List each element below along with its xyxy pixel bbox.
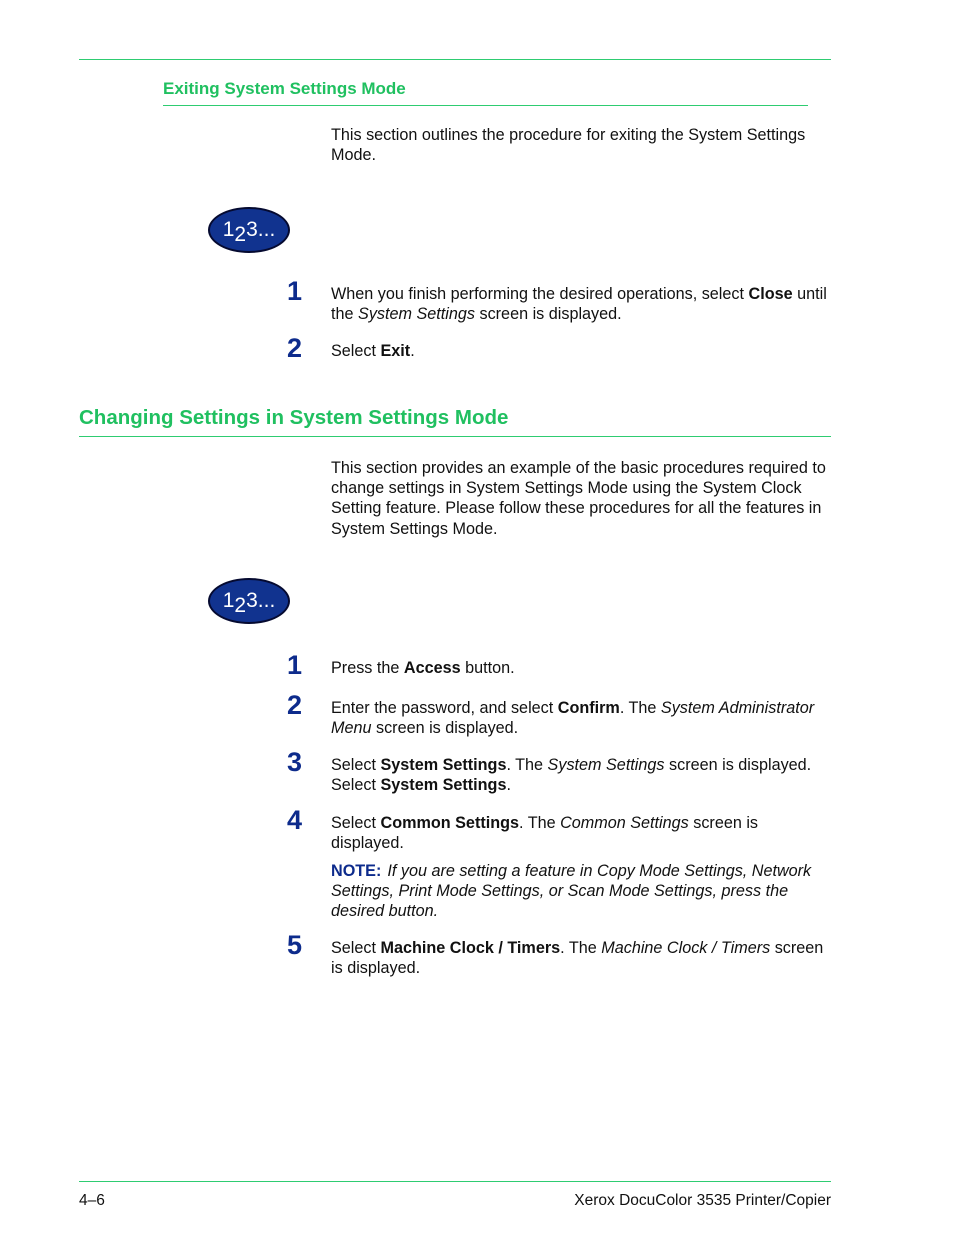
step-number: 4 (287, 805, 303, 835)
footer-rule (79, 1181, 831, 1182)
step-text (331, 938, 831, 978)
step-number: 1 (287, 650, 303, 680)
text-run: screen is displayed. Select (331, 756, 812, 795)
step-number: 5 (287, 930, 303, 960)
bold-term: Close (748, 285, 793, 303)
text-run: . The (519, 814, 561, 832)
italic-term: System Administrator Menu (331, 699, 815, 738)
italic-term: System Settings (358, 305, 475, 324)
top-rule (79, 59, 831, 60)
section-intro-changing: This section provides an example of the basic procedures required to change settings in System Settings Mode using the System Clock Setting feature. Please follow these procedures for all the features in System Settings Mode. (331, 459, 826, 538)
section-heading-changing: Changing Settings in System Settings Mode (79, 406, 509, 429)
text-run: . (410, 342, 415, 360)
step-text (331, 698, 831, 738)
text-run: . (506, 776, 511, 795)
step-text (331, 658, 831, 678)
text-run: until the (331, 285, 827, 324)
badge-digit: 1 (222, 218, 235, 241)
step-number: 1 (287, 276, 303, 306)
text-run: Enter the password, and select (331, 699, 558, 717)
step-text (331, 755, 831, 795)
text-run: screen is displayed. (331, 939, 824, 978)
bold-term: Confirm (557, 699, 620, 717)
section-heading-exiting: Exiting System Settings Mode (163, 79, 406, 98)
badge-digit: 2 (234, 223, 247, 246)
step-number: 2 (287, 333, 303, 363)
italic-term: Machine Clock / Timers (601, 939, 771, 957)
text-run: . The (560, 939, 602, 957)
text-run: button. (460, 659, 515, 677)
text-run: When you finish performing the desired operations, select (331, 285, 749, 303)
product-name: Xerox DocuColor 3535 Printer/Copier (574, 1192, 831, 1209)
steps-badge-icon (208, 207, 290, 253)
badge-digit: 3... (246, 589, 276, 612)
steps-badge-icon (208, 578, 290, 624)
badge-digit: 2 (234, 594, 247, 617)
section-intro-exiting: This section outlines the procedure for exiting the System Settings Mode. (331, 126, 806, 165)
bold-term: System Settings (380, 756, 507, 774)
text-run: Press the (331, 659, 404, 677)
step-number: 2 (287, 690, 303, 720)
text-run: Select (331, 342, 381, 360)
section-heading-rule (79, 436, 831, 437)
note-label: NOTE: (331, 862, 382, 880)
page-number: 4–6 (79, 1192, 105, 1209)
text-run: Select (331, 939, 381, 957)
step-text (331, 284, 831, 324)
text-run: . The (619, 699, 661, 717)
step-text (331, 813, 831, 853)
note-text: If you are setting a feature in Copy Mode Settings, Network Settings, Print Mode Settings, or Scan Mode Settings, press the desired button. (331, 862, 812, 921)
text-run: Select (331, 814, 381, 832)
text-run: screen is displayed. (331, 814, 759, 853)
text-run: Select (331, 756, 381, 774)
text-run: screen is displayed. (474, 305, 622, 324)
bold-term: Exit (380, 342, 411, 360)
text-run: . The (506, 756, 548, 774)
bold-term: Common Settings (380, 814, 519, 832)
badge-digit: 3... (246, 218, 276, 241)
bold-term: System Settings (380, 776, 507, 795)
italic-term: System Settings (547, 756, 665, 774)
step-text (331, 341, 831, 361)
italic-term: Common Settings (560, 814, 689, 832)
note (331, 861, 831, 922)
text-run: screen is displayed. (371, 719, 519, 738)
badge-digit: 1 (222, 589, 235, 612)
bold-term: Access (403, 659, 461, 677)
step-number: 3 (287, 747, 303, 777)
section-heading-rule (163, 105, 808, 106)
bold-term: Machine Clock / Timers (380, 939, 561, 957)
